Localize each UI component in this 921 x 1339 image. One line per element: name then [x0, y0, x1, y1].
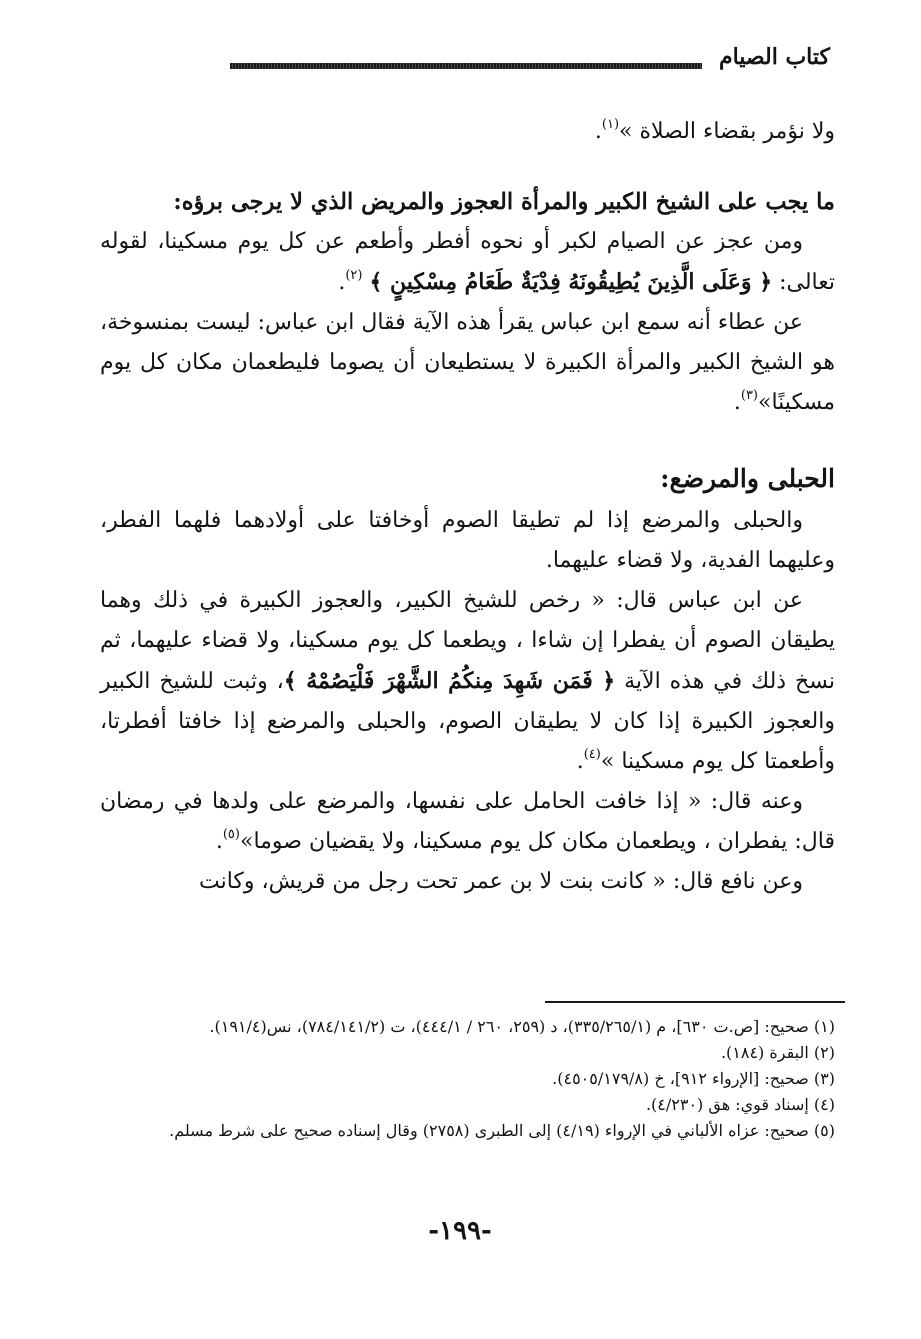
paragraph: وعن نافع قال: « كانت بنت لا بن عمر تحت رجل من قريش، وكانت [198, 869, 803, 894]
running-header [100, 44, 830, 84]
header-title: كتاب الصيام [718, 44, 830, 70]
footnote: (٣) صحيح: [الإرواء ٩١٢]، خ (٤٥٠٥/١٧٩/٨). [552, 1069, 835, 1088]
footnote-ref: (٥) [222, 827, 240, 842]
footnote-ref: (٣) [740, 388, 758, 403]
paragraph-text: وعنه قال: « إذا خافت الحامل على نفسها، والمرضع على ولدها في رمضان قال: يفطران ، ويطعمان مكان كل يوم مسكينا، ولا يقضيان صوما» [100, 789, 835, 854]
footnote: (٢) البقرة (١٨٤). [720, 1043, 835, 1062]
section-heading: ما يجب على الشيخ الكبير والمرأة العجوز والمريض الذي لا يرجى برؤه: [173, 189, 835, 215]
footnote-ref: (٤) [583, 747, 601, 762]
footnote-divider [545, 1001, 845, 1003]
section-heading: الحبلى والمرضع: [660, 464, 835, 493]
spacer [100, 423, 835, 457]
paragraph-text: ، وثبت للشيخ الكبير والعجوز الكبيرة إذا كان لا يطيقان الصوم، والحبلى والمرضع إذا خافتا أفطرتا، وأطعمتا كل يوم مسكينا » [100, 669, 835, 774]
paragraph: وعنه قال: « إذا خافت الحامل على نفسها، والمرضع على ولدها في رمضان قال: يفطران ، ويطعمان مكان كل يوم مسكينا، ولا يقضيان صوما»$^{(٥)}$. [100, 789, 835, 854]
paragraph-text: ومن عجز عن الصيام لكبر أو نحوه أفطر وأطعم عن كل يوم مسكينا، لقوله تعالى: [100, 229, 835, 295]
paragraph: والحبلى والمرضع إذا لم تطيقا الصوم أوخافتا على أولادهما فلهما الفطر، وعليهما الفدية، ولا قضاء عليهما. [100, 508, 835, 573]
footnote-ref: (٢) [345, 268, 363, 283]
paragraph-text: ولا نؤمر بقضاء الصلاة » [619, 119, 835, 144]
paragraph: ومن عجز عن الصيام لكبر أو نحوه أفطر وأطعم عن كل يوم مسكينا، لقوله تعالى: ﴿ وَعَلَى الَّذِينَ يُطِيقُونَهُ فِدْيَةٌ طَعَامُ مِسْكِينٍ ﴾ $^{(٢)}$. [100, 229, 835, 295]
paragraph-text: عن عطاء أنه سمع ابن عباس يقرأ هذه الآية فقال ابن عباس: ليست بمنسوخة، هو الشيخ الكبير والمرأة الكبيرة لا يستطيعان أن يصوما فليطعمان مكان كل يوم مسكينًا» [100, 310, 835, 415]
quran-verse: ﴿ وَعَلَى الَّذِينَ يُطِيقُونَهُ فِدْيَةٌ طَعَامُ مِسْكِينٍ ﴾ [369, 269, 773, 295]
footnote: (٤) إسناد قوي: هق (٤/٢٣٠). [645, 1095, 835, 1114]
footnote: (٥) صحيح: عزاه الألباني في الإرواء (٤/١٩) إلى الطبرى (٢٧٥٨) وقال إسناده صحيح على شرط مسلم. [169, 1121, 835, 1140]
paragraph-text: عن ابن عباس قال: « رخص للشيخ الكبير، والعجوز الكبيرة في ذلك وهما يطيقان الصوم أن يفطرا إن شاءا ، ويطعما كل يوم مسكينا، ولا قضاء عليهما، ثم نسخ ذلك في هذه الآية [100, 588, 835, 694]
footnotes [100, 1014, 835, 1144]
paragraph: عن ابن عباس قال: « رخص للشيخ الكبير، والعجوز الكبيرة في ذلك وهما يطيقان الصوم أن يفطرا إن شاءا ، ويطعما كل يوم مسكينا، ولا قضاء عليهما، ثم نسخ ذلك في هذه الآية ﴿ فَمَن شَهِدَ مِنكُمُ الشَّهْرَ فَلْيَصُمْهُ ﴾، وثبت للشيخ الكبير والعجوز الكبيرة إذا كان لا يطيقان الصوم، والحبلى والمرضع إذا خافتا أفطرتا، وأطعمتا كل يوم مسكينا »$^{(٤)}$. [100, 588, 835, 774]
spacer [100, 152, 835, 182]
paragraph: عن عطاء أنه سمع ابن عباس يقرأ هذه الآية فقال ابن عباس: ليست بمنسوخة، هو الشيخ الكبير والمرأة الكبيرة لا يستطيعان أن يصوما فليطعمان مكان كل يوم مسكينًا»$^{(٣)}$. [100, 310, 835, 415]
page-number: -١٩٩- [428, 1216, 492, 1246]
footnote: (١) صحيح: [ص.ت ٦٣٠]، م (٣٣٥/٢٦٥/١)، د (٢٥٩، ٢٦٠ / ٤٤٤/١)، ت (٧٨٤/١٤١/٢)، نس(١٩١/٤). [209, 1017, 835, 1036]
header-rule [230, 63, 702, 69]
paragraph: ولا نؤمر بقضاء الصلاة »$^{(١)}$. [594, 117, 835, 144]
main-text [100, 112, 835, 902]
quran-verse: ﴿ فَمَن شَهِدَ مِنكُمُ الشَّهْرَ فَلْيَصُمْهُ ﴾ [283, 668, 616, 694]
footnote-ref: (١) [601, 117, 620, 132]
